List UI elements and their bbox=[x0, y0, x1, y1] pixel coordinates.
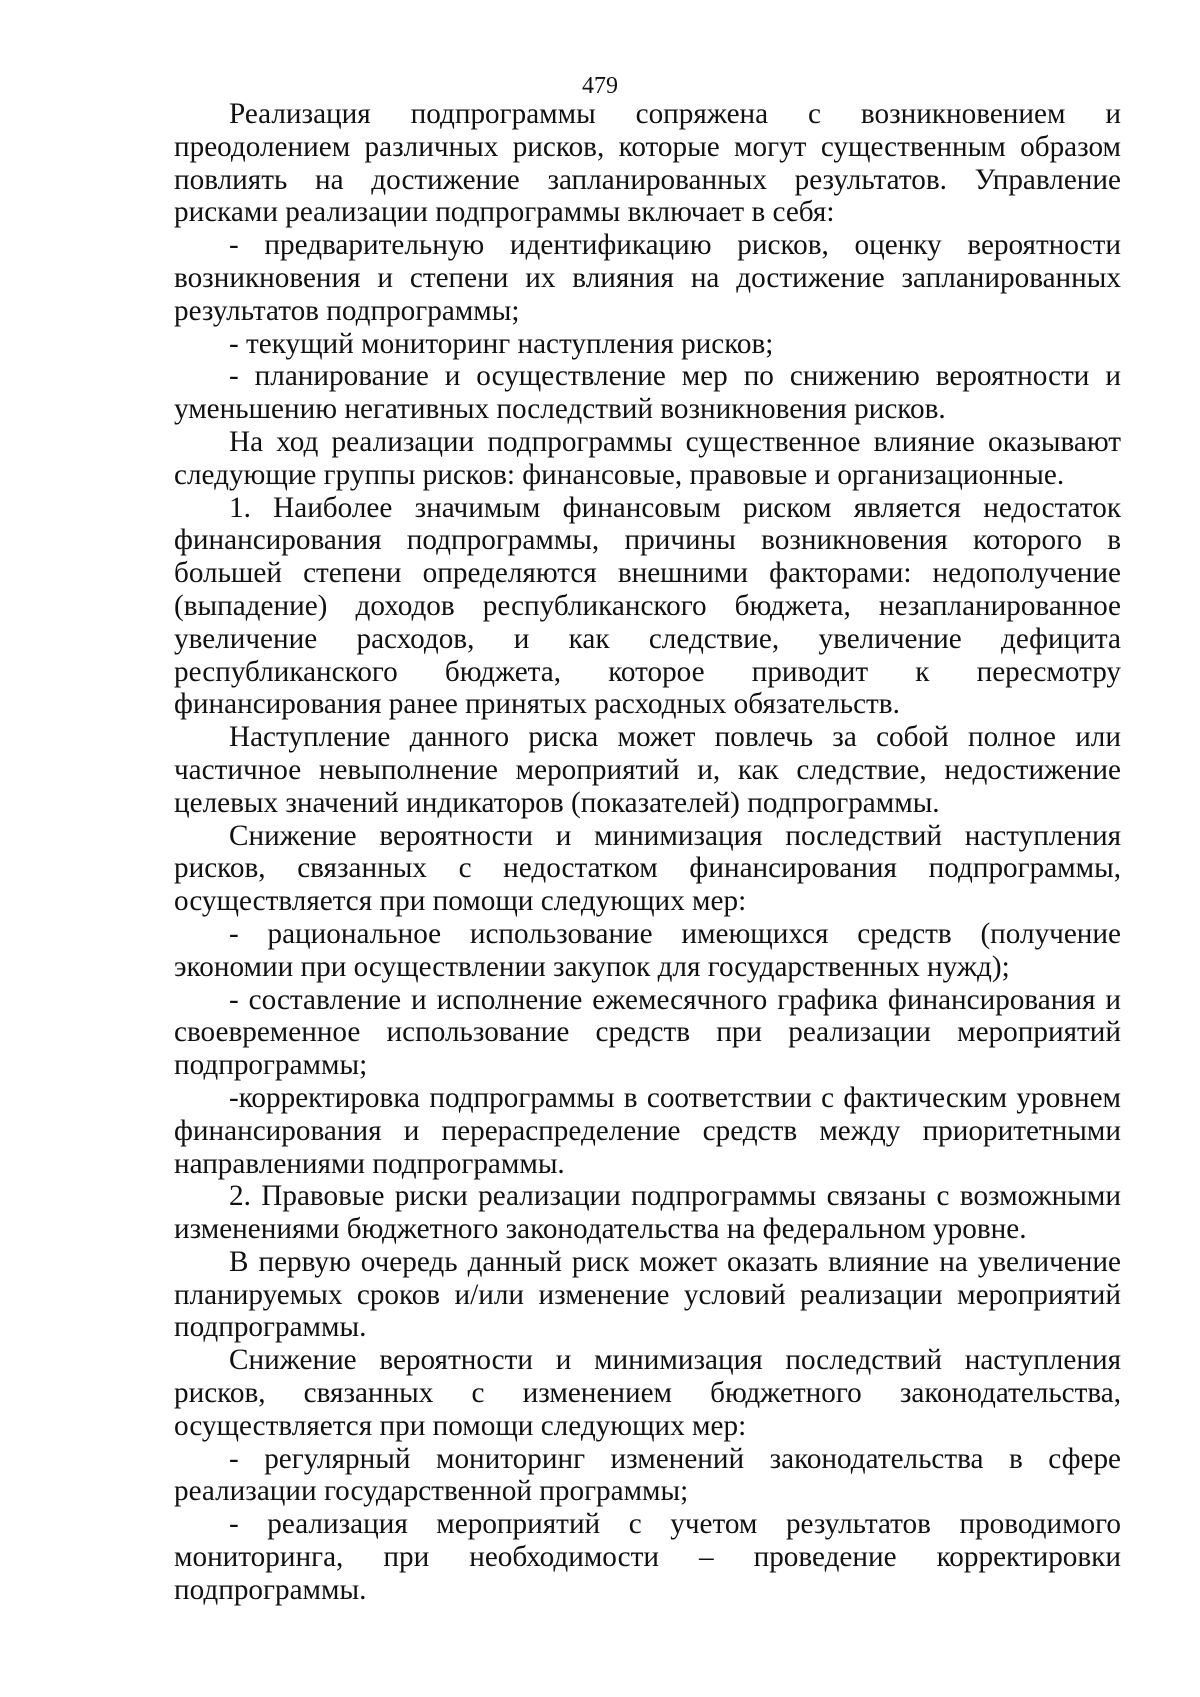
list-item: - планирование и осуществление мер по снижению вероятности и уменьшению негативных последствий возникновения рисков. bbox=[174, 360, 1121, 426]
page-number: 479 bbox=[582, 73, 618, 99]
paragraph: На ход реализации подпрограммы существенное влияние оказывают следующие группы рисков: финансовые, правовые и организационные. bbox=[174, 425, 1121, 491]
list-item: - реализация мероприятий с учетом результатов проводимого мониторинга, при необходимости – проведение корректировки подпрограммы. bbox=[174, 1508, 1121, 1606]
list-item: - составление и исполнение ежемесячного графика финансирования и своевременное использование средств при реализации мероприятий подпрограммы; bbox=[174, 983, 1121, 1082]
list-item: - текущий мониторинг наступления рисков; bbox=[229, 327, 774, 360]
list-item: - предварительную идентификацию рисков, оценку вероятности возникновения и степени их влияния на достижение запланированных результатов подпрограммы; bbox=[174, 229, 1121, 327]
list-item: - регулярный мониторинг изменений законодательства в сфере реализации государственной программы; bbox=[174, 1442, 1121, 1508]
paragraph: Наступление данного риска может повлечь за собой полное или частичное невыполнение мероприятий и, как следствие, недостижение целевых значений индикаторов (показателей) подпрограммы. bbox=[174, 721, 1121, 819]
paragraph: В первую очередь данный риск может оказать влияние на увеличение планируемых сроков и/или изменение условий реализации мероприятий подпрограммы. bbox=[174, 1245, 1121, 1344]
paragraph: Снижение вероятности и минимизация последствий наступления рисков, связанных с изменением бюджетного законодательства, осуществляется при помощи следующих мер: bbox=[174, 1344, 1121, 1442]
list-item: - рациональное использование имеющихся средств (получение экономии при осуществлении закупок для государственных нужд); bbox=[174, 917, 1121, 983]
list-item: -корректировка подпрограммы в соответствии с фактическим уровнем финансирования и перераспределение средств между приоритетными направлениями подпрограммы. bbox=[174, 1081, 1121, 1180]
body-text bbox=[174, 98, 1121, 1607]
paragraph: Реализация подпрограммы сопряжена с возникновением и преодолением различных рисков, которые могут существенным образом повлиять на достижение запланированных результатов. Управление рисками реализации подпрограммы включает в себя: bbox=[174, 98, 1121, 229]
paragraph: 1. Наиболее значимым финансовым риском является недостаток финансирования подпрограммы, причины возникновения которого в большей степени определяются внешними факторами: недополучение (выпадение) доходов республиканского бюджета, незапланированное увеличение расходов, и как следствие, увеличение дефицита республиканского бюджета, которое приводит к пересмотру финансирования ранее принятых расходных обязательств. bbox=[174, 491, 1121, 721]
paragraph: Снижение вероятности и минимизация последствий наступления рисков, связанных с недостатком финансирования подпрограммы, осуществляется при помощи следующих мер: bbox=[174, 819, 1121, 918]
paragraph: 2. Правовые риски реализации подпрограммы связаны с возможными изменениями бюджетного законодательства на федеральном уровне. bbox=[174, 1180, 1121, 1246]
